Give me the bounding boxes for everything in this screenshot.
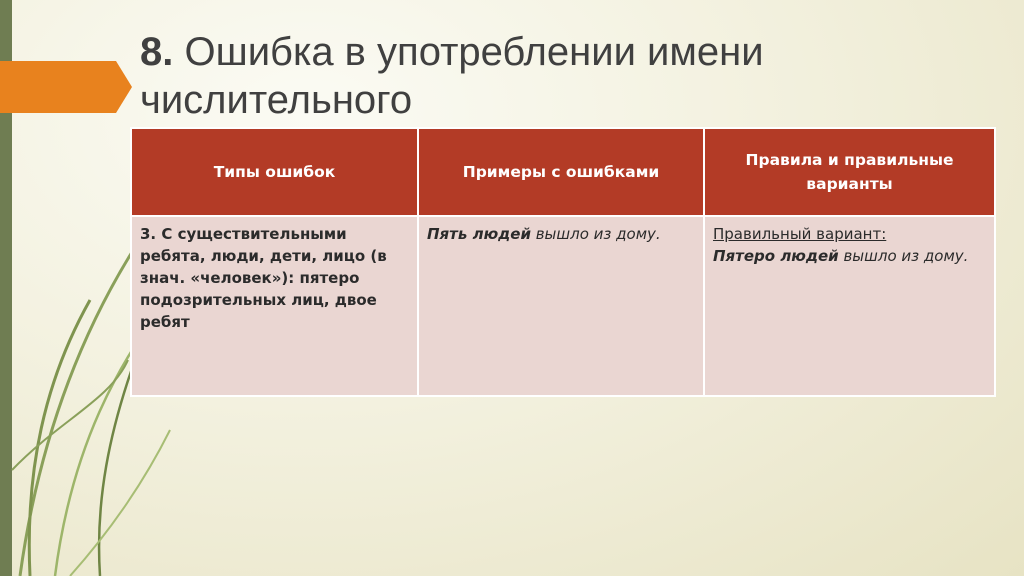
header-error-types: Типы ошибок bbox=[131, 128, 418, 216]
rule-bold: Пятеро людей bbox=[713, 247, 839, 265]
title-arrow-marker bbox=[0, 61, 132, 113]
header-examples: Примеры с ошибками bbox=[418, 128, 704, 216]
title-number: 8. bbox=[140, 30, 174, 74]
example-bold: Пять людей bbox=[427, 225, 531, 243]
header-rules: Правила и правильные варианты bbox=[704, 128, 995, 216]
table-header-row bbox=[131, 128, 995, 216]
cell-example bbox=[418, 216, 704, 396]
errors-table bbox=[130, 127, 996, 397]
title-text: Ошибка в употреблении имени числительного bbox=[140, 30, 764, 122]
rule-label: Правильный вариант: bbox=[713, 225, 887, 243]
slide-title bbox=[140, 28, 900, 124]
example-rest: вышло из дому. bbox=[530, 225, 661, 243]
table-row bbox=[131, 216, 995, 396]
cell-rule bbox=[704, 216, 995, 396]
rule-rest: вышло из дому. bbox=[838, 247, 969, 265]
cell-error-type: 3. С существительными ребята, люди, дети, лицо (в знач. «человек»): пятеро подозрительных лиц, двое ребят bbox=[131, 216, 418, 396]
